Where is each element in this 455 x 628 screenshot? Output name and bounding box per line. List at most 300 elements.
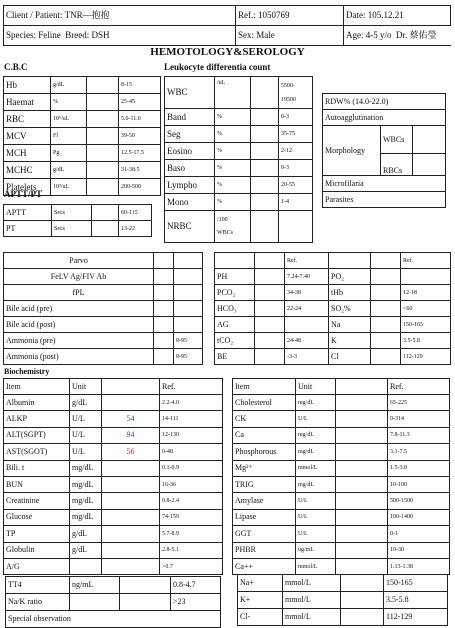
biochem-left-name: ALKP bbox=[4, 411, 70, 427]
gas-ref-right: 12-18 bbox=[401, 285, 451, 301]
table-row bbox=[233, 427, 450, 443]
table-row bbox=[4, 411, 223, 427]
gas-blank bbox=[255, 253, 285, 269]
table-row bbox=[215, 301, 451, 317]
aptt-table bbox=[3, 204, 152, 237]
serology-ref bbox=[174, 317, 203, 333]
table-row bbox=[233, 493, 450, 509]
gas-value-right bbox=[371, 317, 401, 333]
cbc-unit: g/dL bbox=[51, 77, 87, 94]
electro-name: Cl- bbox=[238, 609, 283, 626]
wbc-ref-line2: 19500 bbox=[281, 96, 296, 103]
serology-value bbox=[154, 301, 174, 317]
cbc-table bbox=[3, 76, 161, 196]
biochem-right-value bbox=[336, 411, 388, 427]
biochem-left-unit bbox=[70, 558, 102, 574]
gas-blank bbox=[329, 253, 371, 269]
table-row bbox=[165, 77, 313, 109]
table-row bbox=[4, 379, 223, 395]
leuko-value bbox=[251, 126, 279, 143]
table-row bbox=[6, 577, 221, 594]
biochem-left-name: ALT(SGPT) bbox=[4, 427, 70, 443]
table-row bbox=[233, 379, 450, 395]
gas-name-right: SO₂% bbox=[329, 301, 371, 317]
gas-name: tCO₂ bbox=[215, 333, 255, 349]
gas-name: PH bbox=[215, 269, 255, 285]
serology-ref: 0-95 bbox=[174, 349, 203, 365]
leuko-value bbox=[251, 109, 279, 126]
table-row bbox=[233, 411, 450, 427]
leuko-ref: 2-12 bbox=[279, 143, 313, 160]
serology-ref bbox=[174, 301, 203, 317]
leuko-value bbox=[251, 160, 279, 177]
tt4-ref: >23 bbox=[171, 594, 221, 611]
table-row bbox=[4, 301, 203, 317]
electro-unit: mmol/L bbox=[283, 575, 341, 592]
biochem-right-value bbox=[336, 542, 388, 558]
biochem-right-value bbox=[336, 476, 388, 492]
wbc-unit: /uL bbox=[215, 77, 251, 109]
electro-value bbox=[341, 575, 384, 592]
autoagg-cell: Autoagglutination bbox=[323, 110, 446, 126]
biochem-left-name: TP bbox=[4, 526, 70, 542]
leuko-table bbox=[164, 76, 313, 243]
leuko-name: Band bbox=[165, 109, 215, 126]
biochem-right-unit-header: Unit bbox=[296, 379, 336, 395]
gas-value bbox=[255, 317, 285, 333]
biochem-right-value bbox=[336, 509, 388, 525]
biochem-left-name: Bili. t bbox=[4, 460, 70, 476]
electro-value bbox=[341, 592, 384, 609]
electro-name: Na+ bbox=[238, 575, 283, 592]
biochem-left-ref: 14-111 bbox=[160, 411, 223, 427]
biochem-left-value: 56 bbox=[102, 444, 160, 460]
electro-ref: 112-129 bbox=[384, 609, 448, 626]
biochem-left-unit: U/L bbox=[70, 411, 102, 427]
biochem-left-value bbox=[102, 493, 160, 509]
leuko-name: Mono bbox=[165, 194, 215, 211]
biochem-right-ref: 7.8-11.3 bbox=[388, 427, 450, 443]
gas-value bbox=[255, 349, 285, 365]
cbc-value bbox=[87, 179, 119, 196]
table-row bbox=[4, 77, 161, 94]
table-row bbox=[4, 111, 161, 128]
biochem-left-ref: 0.8-2.4 bbox=[160, 493, 223, 509]
cbc-unit: g/dL bbox=[51, 162, 87, 179]
tt4-value bbox=[120, 577, 171, 594]
header-table bbox=[3, 5, 451, 46]
morphology-cell: Morphology bbox=[323, 126, 381, 176]
gas-name: PCO₂ bbox=[215, 285, 255, 301]
gas-ref-right: 3.5-5.8 bbox=[401, 333, 451, 349]
serology-ref: 0-95 bbox=[174, 333, 203, 349]
gas-ref-header: Ref. bbox=[285, 253, 329, 269]
electro-table bbox=[237, 574, 448, 626]
gas-ref-right: <60 bbox=[401, 301, 451, 317]
table-row bbox=[4, 542, 223, 558]
biochem-right-value bbox=[336, 493, 388, 509]
biochem-right-name: GGT bbox=[233, 526, 296, 542]
leuko-value bbox=[251, 194, 279, 211]
biochem-left-ref: 0-48 bbox=[160, 444, 223, 460]
cbc-ref: 39-50 bbox=[119, 128, 161, 145]
cbc-value bbox=[87, 128, 119, 145]
biochem-right-name: Phosphorous bbox=[233, 444, 296, 460]
biochem-left-name: Creatinine bbox=[4, 493, 70, 509]
table-row bbox=[6, 611, 221, 628]
table-row bbox=[165, 211, 313, 243]
biochem-left-unit: U/L bbox=[70, 427, 102, 443]
wbcs-value bbox=[413, 126, 446, 154]
serology-value bbox=[154, 333, 174, 349]
biochem-left-value bbox=[102, 542, 160, 558]
tt4-name: TT4 bbox=[6, 577, 70, 594]
biochem-left-unit: g/dL bbox=[70, 526, 102, 542]
cbc-value bbox=[87, 111, 119, 128]
gas-ref: -3-3 bbox=[285, 349, 329, 365]
leuko-name: Lympho bbox=[165, 177, 215, 194]
biochem-left-unit: g/dL bbox=[70, 542, 102, 558]
biochem-right-name: Mg²⁺ bbox=[233, 460, 296, 476]
gas-name-right: Na bbox=[329, 317, 371, 333]
table-row bbox=[233, 526, 450, 542]
gas-value bbox=[255, 285, 285, 301]
biochem-right-name: TRIG bbox=[233, 476, 296, 492]
leuko-unit: % bbox=[215, 177, 251, 194]
aptt-unit: Secs bbox=[52, 221, 92, 237]
gas-blank bbox=[371, 253, 401, 269]
table-row bbox=[4, 94, 161, 111]
gas-ref: 22-24 bbox=[285, 301, 329, 317]
biochem-right-value bbox=[336, 558, 388, 574]
table-row bbox=[4, 349, 203, 365]
gas-ref: 34-38 bbox=[285, 285, 329, 301]
table-row bbox=[165, 160, 313, 177]
table-row bbox=[215, 333, 451, 349]
serology-name: Ammonia (pre) bbox=[4, 333, 154, 349]
gas-ref: 24-48 bbox=[285, 333, 329, 349]
tt4-unit bbox=[70, 594, 120, 611]
biochem-left-ref: 2.2-4.0 bbox=[160, 395, 223, 411]
leuko-unit: % bbox=[215, 194, 251, 211]
nrbc-name: NRBC bbox=[165, 211, 215, 243]
aptt-name: PT bbox=[4, 221, 52, 237]
table-row bbox=[4, 444, 223, 460]
biochem-left-value bbox=[102, 509, 160, 525]
leuko-unit: % bbox=[215, 143, 251, 160]
biochem-heading: Biochemistry bbox=[4, 367, 50, 376]
table-row bbox=[4, 476, 223, 492]
aptt-ref: 13-22 bbox=[119, 221, 152, 237]
table-row bbox=[4, 333, 203, 349]
serology-value bbox=[154, 285, 174, 301]
serology-ref bbox=[174, 285, 203, 301]
cbc-value bbox=[87, 145, 119, 162]
aptt-ref: 60-115 bbox=[119, 205, 152, 221]
table-row bbox=[238, 609, 448, 626]
biochem-left-unit: U/L bbox=[70, 444, 102, 460]
leuko-name: Eosino bbox=[165, 143, 215, 160]
biochem-left-unit: g/dL bbox=[70, 395, 102, 411]
electro-unit: mmol/L bbox=[283, 592, 341, 609]
cbc-unit: 10³/uL bbox=[51, 179, 87, 196]
gas-ref-right: 112-129 bbox=[401, 349, 451, 365]
tt4-table bbox=[5, 576, 221, 628]
leuko-name: Seg bbox=[165, 126, 215, 143]
table-row bbox=[4, 221, 152, 237]
gas-ref bbox=[285, 317, 329, 333]
biochem-left-name: BUN bbox=[4, 476, 70, 492]
biochem-left-value-header bbox=[102, 379, 160, 395]
biochem-right-ref: 100-1400 bbox=[388, 509, 450, 525]
tt4-ref: 0.8-4.7 bbox=[171, 577, 221, 594]
biochem-right-unit: mmol/L bbox=[296, 460, 336, 476]
table-row bbox=[233, 444, 450, 460]
ref-cell: Ref.: 1050769 bbox=[236, 6, 344, 26]
aptt-unit: Secs bbox=[52, 205, 92, 221]
cbc-unit: 10⁶/uL bbox=[51, 111, 87, 128]
leuko-name: Baso bbox=[165, 160, 215, 177]
biochem-right-unit: U/L bbox=[296, 509, 336, 525]
cbc-unit: % bbox=[51, 94, 87, 111]
gas-value bbox=[255, 269, 285, 285]
gas-value-right bbox=[371, 301, 401, 317]
biochem-left-ref: 16-36 bbox=[160, 476, 223, 492]
biochem-right-ref: 0-1 bbox=[388, 526, 450, 542]
nrbc-unit-line2: WBCs bbox=[217, 230, 234, 236]
cbc-ref: 5.0-11.0 bbox=[119, 111, 161, 128]
biochem-right-ref: 1.5-3.0 bbox=[388, 460, 450, 476]
gas-value-right bbox=[371, 333, 401, 349]
biochem-right-name: Lipase bbox=[233, 509, 296, 525]
serology-ref bbox=[174, 269, 203, 285]
table-row bbox=[4, 558, 223, 574]
cbc-value bbox=[87, 94, 119, 111]
biochem-left-item-header: Item bbox=[4, 379, 70, 395]
biochem-right-ref: 1.13-1.38 bbox=[388, 558, 450, 574]
table-row bbox=[165, 109, 313, 126]
date-cell: Date: 105.12.21 bbox=[344, 6, 451, 26]
gas-value bbox=[255, 301, 285, 317]
biochem-left-unit-header: Unit bbox=[70, 379, 102, 395]
gas-value-right bbox=[371, 269, 401, 285]
microfilaria-cell: Microfilaria bbox=[323, 176, 446, 192]
biochem-right-ref: 500-1500 bbox=[388, 493, 450, 509]
biochem-left-value: 54 bbox=[102, 411, 160, 427]
nrbc-unit-line1: /100 bbox=[217, 217, 228, 223]
biochem-right-name: Ca bbox=[233, 427, 296, 443]
table-row bbox=[233, 509, 450, 525]
table-row bbox=[165, 143, 313, 160]
cbc-value bbox=[87, 77, 119, 94]
table-row bbox=[4, 145, 161, 162]
biochem-left-value: 94 bbox=[102, 427, 160, 443]
serology-name: Bile acid (pre) bbox=[4, 301, 154, 317]
table-row bbox=[215, 285, 451, 301]
cbc-unit: Fl bbox=[51, 128, 87, 145]
biochem-right-unit: mmol/L bbox=[296, 558, 336, 574]
electro-value bbox=[341, 609, 384, 626]
table-row bbox=[165, 177, 313, 194]
gas-ref-header-right: Ref. bbox=[401, 253, 451, 269]
biochem-left-ref: 0.1-0.9 bbox=[160, 460, 223, 476]
biochem-right-unit: mg/dL bbox=[296, 444, 336, 460]
gas-name-right: tHb bbox=[329, 285, 371, 301]
table-row bbox=[233, 395, 450, 411]
biochem-right-ref: 10-30 bbox=[388, 542, 450, 558]
cbc-ref: 31-38.5 bbox=[119, 162, 161, 179]
tt4-name: Na/K ratio bbox=[6, 594, 70, 611]
biochem-left-ref: 5.7-8.9 bbox=[160, 526, 223, 542]
biochem-right-unit: mg/dL bbox=[296, 395, 336, 411]
wbc-ref bbox=[279, 77, 313, 109]
gas-ref-right bbox=[401, 269, 451, 285]
serology-value bbox=[154, 349, 174, 365]
serology-value bbox=[154, 317, 174, 333]
table-row bbox=[233, 558, 450, 574]
serology-name: Parvo bbox=[4, 253, 154, 269]
table-row bbox=[215, 349, 451, 365]
serology-name: fPL bbox=[4, 285, 154, 301]
biochem-right-value bbox=[336, 460, 388, 476]
serology-name: Ammonia (post) bbox=[4, 349, 154, 365]
table-row bbox=[4, 253, 203, 269]
cbc-unit: Pg bbox=[51, 145, 87, 162]
aptt-value bbox=[92, 205, 119, 221]
biochem-left-unit: mg/dL bbox=[70, 493, 102, 509]
nrbc-value bbox=[251, 211, 279, 243]
leuko-ref: 1-4 bbox=[279, 194, 313, 211]
table-row bbox=[4, 269, 203, 285]
sex-cell: Sex: Male bbox=[236, 26, 344, 46]
biochem-right-value bbox=[336, 427, 388, 443]
table-row bbox=[4, 162, 161, 179]
wbcs-cell: WBCs bbox=[381, 126, 413, 154]
leuko-value bbox=[251, 143, 279, 160]
serology-name: FeLV Ag/FIV Ab bbox=[4, 269, 154, 285]
cbc-ref: 12.5-17.5 bbox=[119, 145, 161, 162]
table-row bbox=[4, 460, 223, 476]
rbcs-cell: RBCs bbox=[381, 154, 413, 176]
leuko-unit: % bbox=[215, 126, 251, 143]
biochem-left-unit: mg/dL bbox=[70, 509, 102, 525]
biochem-right-name: Cholesterol bbox=[233, 395, 296, 411]
table-row bbox=[215, 269, 451, 285]
serology-name: Bile acid (post) bbox=[4, 317, 154, 333]
biochem-left-name: A/G bbox=[4, 558, 70, 574]
table-row bbox=[233, 460, 450, 476]
biochem-right-ref: 3.1-7.5 bbox=[388, 444, 450, 460]
serology-table bbox=[3, 252, 203, 365]
table-row bbox=[4, 285, 203, 301]
table-row bbox=[233, 476, 450, 492]
wbc-name: WBC bbox=[165, 77, 215, 109]
blood-gas-table bbox=[214, 252, 451, 365]
gas-name-right: K bbox=[329, 333, 371, 349]
biochem-right-unit: U/L bbox=[296, 411, 336, 427]
nrbc-unit bbox=[215, 211, 251, 243]
biochem-right-value-header bbox=[336, 379, 388, 395]
gas-ref: 7.24-7.40 bbox=[285, 269, 329, 285]
table-row bbox=[238, 592, 448, 609]
biochem-right-value bbox=[336, 444, 388, 460]
table-row bbox=[4, 427, 223, 443]
table-row bbox=[165, 126, 313, 143]
tt4-unit: ng/mL bbox=[70, 577, 120, 594]
table-row bbox=[4, 395, 223, 411]
biochem-right-unit: ug/mL bbox=[296, 542, 336, 558]
cbc-ref: 25-45 bbox=[119, 94, 161, 111]
leuko-ref: 0-3 bbox=[279, 160, 313, 177]
gas-blank bbox=[215, 253, 255, 269]
table-row bbox=[4, 526, 223, 542]
biochem-left-value bbox=[102, 476, 160, 492]
biochem-right-value bbox=[336, 526, 388, 542]
species-breed-cell: Species: Feline Breed: DSH bbox=[4, 26, 236, 46]
serology-ref bbox=[174, 253, 203, 269]
table-row bbox=[215, 253, 451, 269]
cbc-name: RBC bbox=[4, 111, 51, 128]
biochem-left-name: Glucose bbox=[4, 509, 70, 525]
biochem-left-unit: mg/dL bbox=[70, 460, 102, 476]
biochem-left-value bbox=[102, 395, 160, 411]
parasites-cell: Parasites bbox=[323, 192, 446, 208]
special-observation: Special observation bbox=[6, 611, 221, 628]
cbc-name: MCH bbox=[4, 145, 51, 162]
biochem-right-unit: U/L bbox=[296, 526, 336, 542]
gas-name: AG bbox=[215, 317, 255, 333]
leuko-ref: 0-3 bbox=[279, 109, 313, 126]
aptt-name: APTT bbox=[4, 205, 52, 221]
gas-value bbox=[255, 333, 285, 349]
page-title: HEMOTOLOGY&SEROLOGY bbox=[150, 46, 305, 58]
leuko-ref: 20-55 bbox=[279, 177, 313, 194]
table-row bbox=[238, 575, 448, 592]
table-row bbox=[4, 493, 223, 509]
gas-value-right bbox=[371, 349, 401, 365]
leuko-heading: Leukocyte differentia count bbox=[164, 62, 271, 72]
biochem-right-table bbox=[232, 378, 450, 575]
table-row bbox=[233, 542, 450, 558]
biochem-right-ref: 65-225 bbox=[388, 395, 450, 411]
biochem-left-ref: 2.8-5.1 bbox=[160, 542, 223, 558]
gas-name-right: Cl bbox=[329, 349, 371, 365]
biochem-left-ref: 12-130 bbox=[160, 427, 223, 443]
biochem-right-name: CK bbox=[233, 411, 296, 427]
rdw-cell: RDW% (14.0-22.0) bbox=[323, 94, 446, 110]
cbc-name: MCHC bbox=[4, 162, 51, 179]
leuko-unit: % bbox=[215, 160, 251, 177]
electro-ref: 150-165 bbox=[384, 575, 448, 592]
aptt-heading: APTT/PT bbox=[4, 189, 43, 199]
biochem-left-name: Albumin bbox=[4, 395, 70, 411]
serology-value bbox=[154, 269, 174, 285]
biochem-right-name: Ca++ bbox=[233, 558, 296, 574]
biochem-left-table bbox=[3, 378, 223, 575]
gas-value-right bbox=[371, 285, 401, 301]
biochem-left-value bbox=[102, 460, 160, 476]
cbc-name: Hb bbox=[4, 77, 51, 94]
gas-name: BE bbox=[215, 349, 255, 365]
client-cell: Client / Patient: TNR—抱抱 bbox=[4, 6, 236, 26]
biochem-right-name: Amylase bbox=[233, 493, 296, 509]
biochem-left-value bbox=[102, 558, 160, 574]
table-row bbox=[4, 205, 152, 221]
age-dr-cell: Age: 4-5 y/o Dr. 蔡佑瑩 bbox=[344, 26, 451, 46]
biochem-right-ref: 0-314 bbox=[388, 411, 450, 427]
cbc-name: Haemat bbox=[4, 94, 51, 111]
biochem-right-value bbox=[336, 395, 388, 411]
